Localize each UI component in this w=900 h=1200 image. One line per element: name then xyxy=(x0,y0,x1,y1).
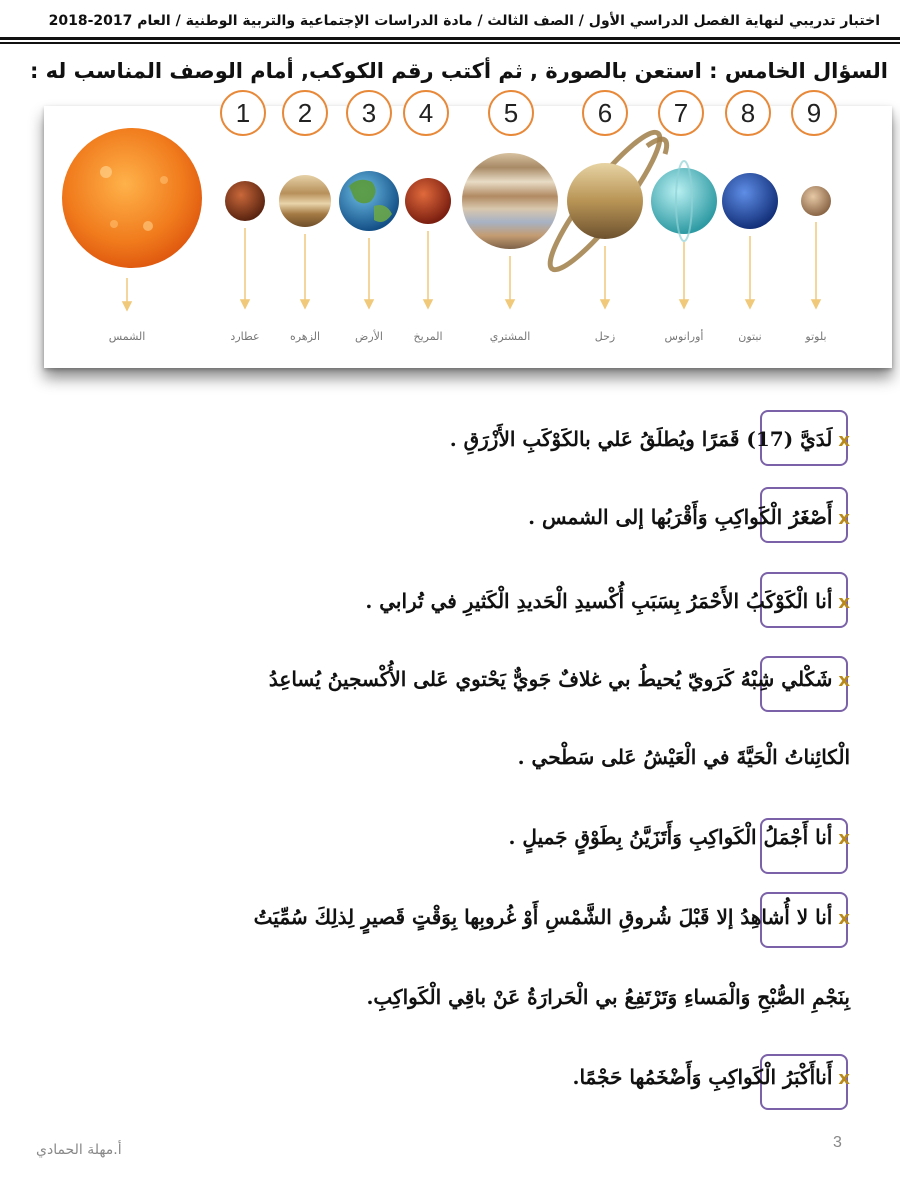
label-sun: الشمس xyxy=(108,330,146,343)
label-earth: الأرض xyxy=(355,330,383,343)
item-4 xyxy=(20,664,850,696)
item-text: أنا الْكَوْكَبُ الأَحْمَرُ بِسَبَبِ أُكْسيدِ الْحَديدِ الْكَثيرِ في تُرابي . xyxy=(365,589,833,613)
planet-number-8: 8 xyxy=(725,90,771,136)
label-venus: الزهره xyxy=(289,330,321,343)
label-mercury: عطارد xyxy=(230,330,260,343)
solar-system-figure xyxy=(44,106,892,368)
label-jupiter: المشتري xyxy=(489,330,531,343)
x-mark-icon: x xyxy=(838,828,850,849)
x-mark-icon: x xyxy=(838,592,850,613)
planet-number-9: 9 xyxy=(791,90,837,136)
solar-system-illustration xyxy=(44,106,892,368)
earth-planet xyxy=(339,171,399,231)
label-saturn: زحل xyxy=(594,330,616,343)
venus-planet xyxy=(279,175,331,227)
header-title: اختبار تدريبي لنهاية الفصل الدراسي الأول / الصف الثالث / مادة الدراسات الإجتماعية والتربية الوطنية / العام 2017-2018 xyxy=(48,13,880,29)
item-text: شَكْلي شِبْهُ كَرَويّ يُحيطُ بي غلافٌ جَويٌّ يَحْتوي عَلى الأُكْسجينُ يُساعِدُ xyxy=(268,667,833,691)
item-text: لَدَيَّ (17) قَمَرًا ويُطلَقُ عَلي بالكَوْكَبِ الأَزْرَقِ . xyxy=(449,427,833,451)
label-pluto: بلوتو xyxy=(805,330,827,343)
item-2 xyxy=(20,502,850,534)
uranus-planet xyxy=(651,161,717,241)
planet-number-2: 2 xyxy=(282,90,328,136)
planet-number-3: 3 xyxy=(346,90,392,136)
mars-planet xyxy=(405,178,451,224)
planet-number-1: 1 xyxy=(220,90,266,136)
x-mark-icon: x xyxy=(838,1068,850,1089)
planet-number-4: 4 xyxy=(403,90,449,136)
item-text: أَصْغَرُ الْكَواكِبِ وَأَقْرَبُها إلى الشمس . xyxy=(528,505,833,529)
item-4-continuation: الْكائِناتُ الْحَيَّةَ في الْعَيْشُ عَلى سَطْحي . xyxy=(517,745,850,769)
item-text: أنا لا أُشاهِدُ إلا قَبْلَ شُروقِ الشَّمْسِ أَوْ غُروبِها بِوَقْتٍ قَصيرٍ لِذلِكَ سُمِّيَتُ xyxy=(253,905,833,929)
sun-planet xyxy=(62,128,202,268)
item-1 xyxy=(20,424,850,456)
item-7 xyxy=(20,1062,850,1094)
header-divider-thin xyxy=(0,42,900,44)
x-mark-icon: x xyxy=(838,670,850,691)
item-6-continuation: بِنَجْمِ الصُّبْحِ وَالْمَساءِ وَتَرْتَفِعُ بي الْحَرارَةُ عَنْ باقِي الْكَواكِبِ. xyxy=(366,985,850,1009)
planet-number-5: 5 xyxy=(488,90,534,136)
item-5 xyxy=(20,822,850,854)
planet-number-7: 7 xyxy=(658,90,704,136)
item-text: أنا أَجْمَلُ الْكَواكِبِ وَأَتَزَيَّنُ بِطَوْقٍ جَميلٍ . xyxy=(508,825,833,849)
header-divider xyxy=(0,37,900,40)
label-mars: المريخ xyxy=(413,330,443,343)
label-neptune: نبتون xyxy=(738,330,762,343)
page-number: 3 xyxy=(833,1134,842,1151)
item-6 xyxy=(20,902,850,934)
question-title: السؤال الخامس : استعن بالصورة , ثم أكتب رقم الكوكب, أمام الوصف المناسب له : xyxy=(29,59,888,83)
x-mark-icon: x xyxy=(838,508,850,529)
label-uranus: أورانوس xyxy=(664,330,704,343)
planet-number-6: 6 xyxy=(582,90,628,136)
item-3 xyxy=(20,586,850,618)
mercury-planet xyxy=(225,181,265,221)
jupiter-planet xyxy=(462,153,558,249)
neptune-planet xyxy=(722,173,778,229)
pluto-planet xyxy=(801,186,831,216)
footer-author: أ.مهلة الحمادي xyxy=(36,1142,122,1158)
item-text: أَناأَكْبَرُ الْكَواكِبِ وَأَضْخَمُها حَجْمًا. xyxy=(572,1065,833,1089)
planet-arrows xyxy=(123,222,820,310)
x-mark-icon: x xyxy=(838,430,850,451)
x-mark-icon: x xyxy=(838,908,850,929)
